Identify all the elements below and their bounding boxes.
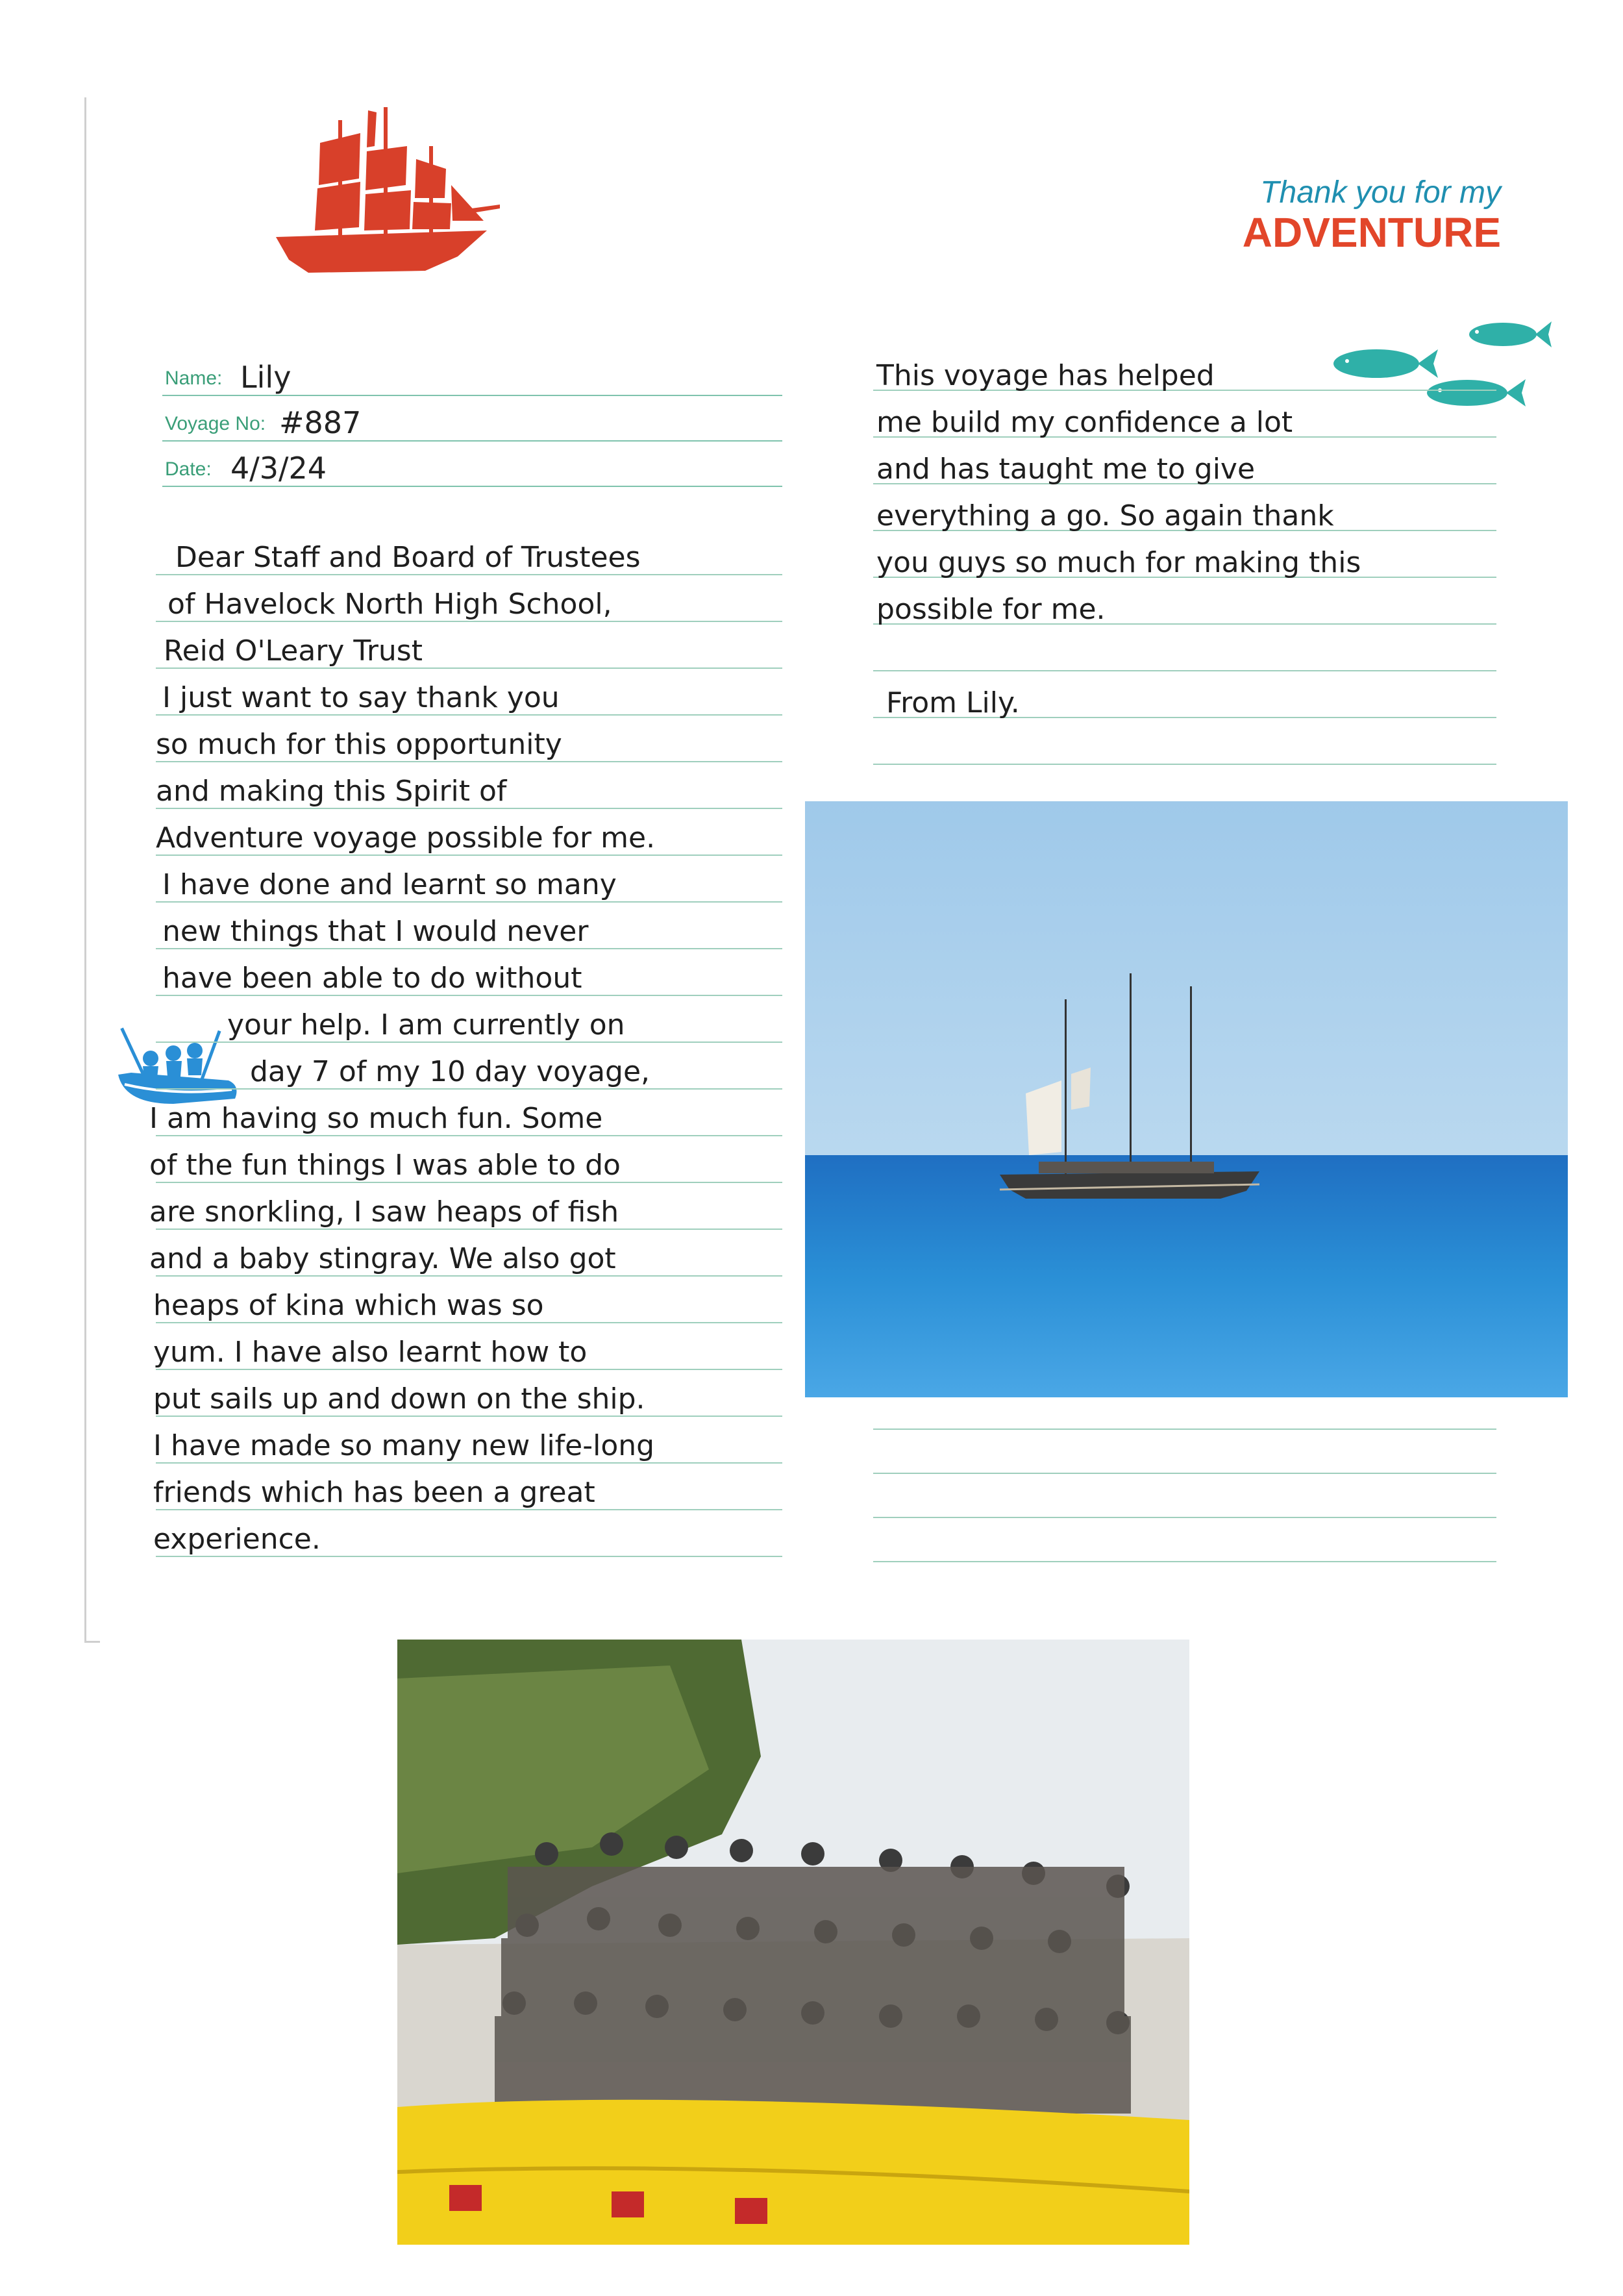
brand-title: ADVENTURE (1242, 209, 1501, 256)
ruled-line (156, 1135, 782, 1136)
letter-line: Reid O'Leary Trust (164, 634, 423, 668)
ruled-line (156, 948, 782, 949)
ruled-line (156, 1229, 782, 1230)
letter-line: and a baby stingray. We also got (149, 1242, 616, 1275)
letter-line: I just want to say thank you (162, 681, 560, 714)
letter-signature: From Lily. (886, 686, 1020, 719)
letter-line: so much for this opportunity (156, 728, 562, 761)
letter-line: This voyage has helped (876, 359, 1215, 392)
voyage-number-label: Voyage No: (165, 413, 266, 434)
ruled-line (156, 1369, 782, 1370)
letter-line: possible for me. (876, 593, 1106, 626)
brand-tagline: Thank you for my (1260, 175, 1501, 210)
letter-line: new things that I would never (162, 915, 589, 948)
group-photo (397, 1640, 1189, 2245)
letter-line: I have done and learnt so many (162, 868, 617, 901)
letter-line: put sails up and down on the ship. (153, 1382, 645, 1416)
ruled-line (156, 1088, 782, 1090)
ruled-line (156, 1416, 782, 1417)
scan-edge (84, 97, 86, 1643)
letter-line: have been able to do without (162, 962, 582, 995)
date-value: 4/3/24 (230, 451, 327, 486)
ruled-line (156, 621, 782, 622)
ruled-line (156, 901, 782, 903)
ruled-line (156, 1042, 782, 1043)
ruled-line (873, 670, 1496, 671)
letter-line: and making this Spirit of (156, 775, 507, 808)
ruled-line (873, 1473, 1496, 1474)
ruled-line (156, 1556, 782, 1557)
voyage-number-value: #887 (279, 405, 362, 440)
letter-line: friends which has been a great (153, 1476, 595, 1509)
letter-line: I have made so many new life-long (153, 1429, 655, 1462)
name-field (162, 358, 782, 396)
ruled-line (156, 1509, 782, 1510)
ruled-line (873, 1517, 1496, 1518)
ruled-line (156, 714, 782, 716)
name-value: Lily (240, 360, 291, 395)
letter-line: Dear Staff and Board of Trustees (175, 541, 641, 574)
ruled-line (156, 668, 782, 669)
ruled-line (873, 764, 1496, 765)
ruled-line (873, 1429, 1496, 1430)
letter-line: me build my confidence a lot (876, 406, 1293, 439)
voyage-number-field (162, 404, 782, 442)
tall-ship-logo (263, 107, 503, 289)
letter-line: your help. I am currently on (227, 1008, 625, 1042)
name-label: Name: (165, 368, 223, 389)
letter-line: I am having so much fun. Some (149, 1102, 603, 1135)
letter-line: of Havelock North High School, (167, 588, 612, 621)
brand-block (1243, 175, 1501, 255)
ruled-line (156, 574, 782, 575)
letter-line: everything a go. So again thank (876, 499, 1334, 532)
ruled-line (156, 1462, 782, 1464)
ruled-line (156, 855, 782, 856)
letter-line: experience. (153, 1523, 321, 1556)
letter-line: of the fun things I was able to do (149, 1149, 621, 1182)
ship-at-sea-photo (805, 801, 1568, 1397)
letter-line: day 7 of my 10 day voyage, (250, 1055, 650, 1088)
ruled-line (156, 1322, 782, 1323)
letter-line: Adventure voyage possible for me. (156, 821, 656, 855)
ruled-line (156, 995, 782, 996)
letter-line: are snorkling, I saw heaps of fish (149, 1195, 619, 1229)
ruled-line (156, 761, 782, 762)
scan-edge (84, 1641, 100, 1643)
ruled-line (156, 1182, 782, 1183)
letter-line: yum. I have also learnt how to (153, 1336, 588, 1369)
date-label: Date: (165, 458, 212, 480)
raft-icon (112, 1013, 242, 1110)
letter-line: and has taught me to give (876, 453, 1256, 486)
date-field (162, 449, 782, 487)
ruled-line (873, 1561, 1496, 1562)
ruled-line (156, 1275, 782, 1277)
ruled-line (156, 808, 782, 809)
letter-line: you guys so much for making this (876, 546, 1361, 579)
letter-line: heaps of kina which was so (153, 1289, 544, 1322)
fish-icon (1324, 312, 1552, 422)
